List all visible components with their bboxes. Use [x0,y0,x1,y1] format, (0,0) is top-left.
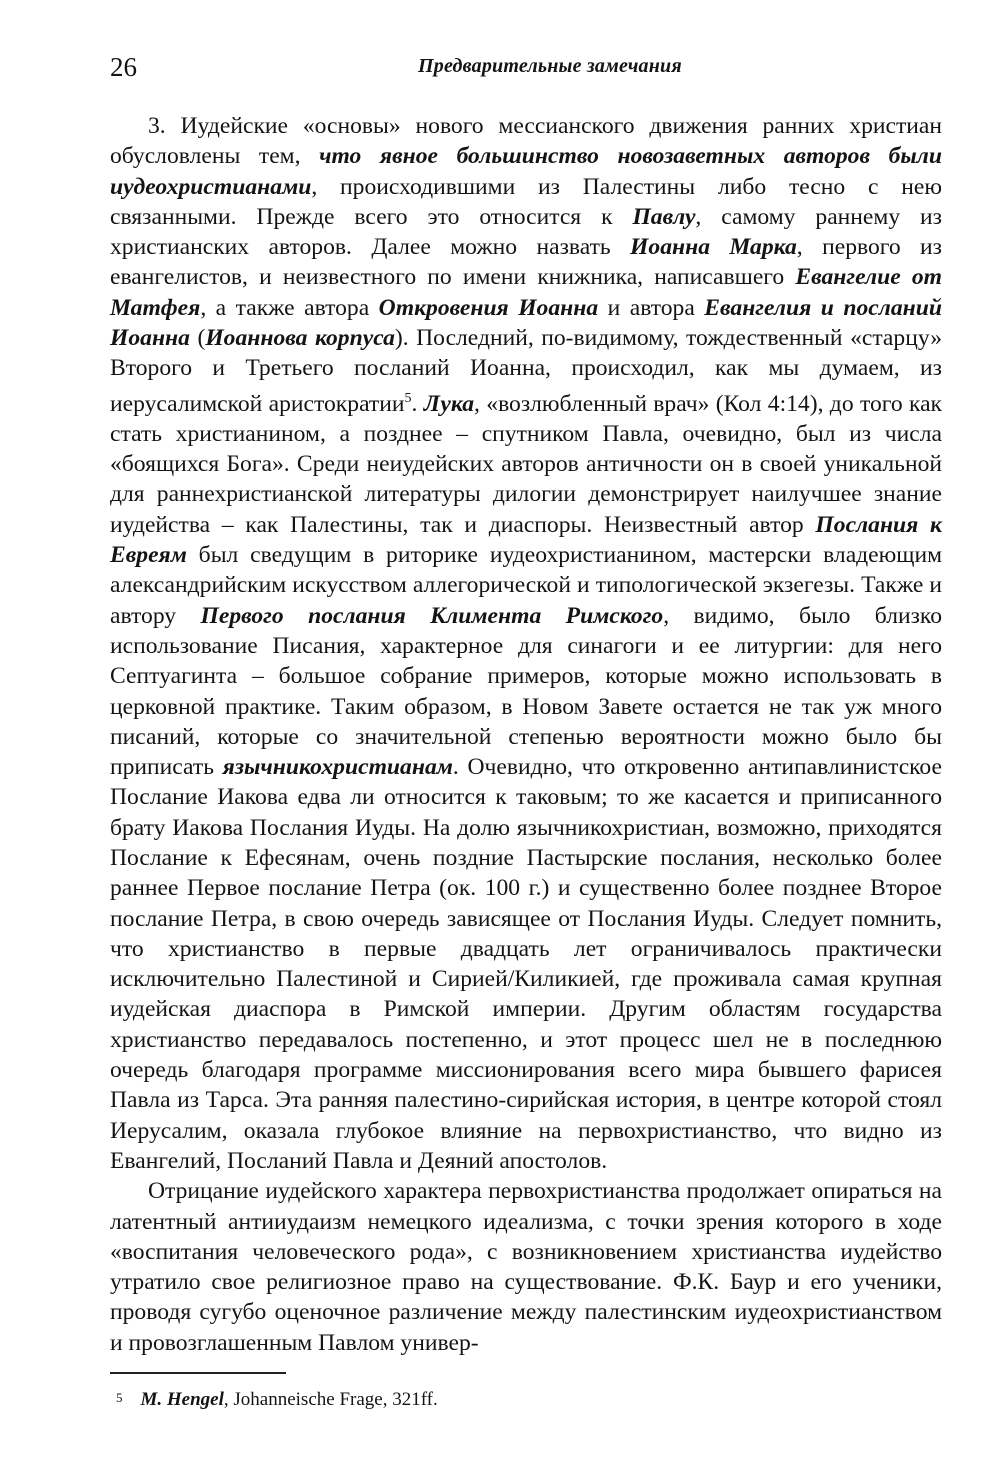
emphasis-text: Иоаннова корпуса [205,325,395,352]
text-segment: 3. Иудейские «основы» нового мессианского движения ранних христиан обусловлены тем, [110,113,942,170]
emphasis-text: Павлу [632,203,696,230]
text-segment: , самому раннему из христианских авторов. Далее можно назвать [110,203,942,261]
page-header [110,52,942,92]
footnote-author: M. Hengel [140,1389,224,1410]
emphasis-text: Евангелия и посланий Иоанна [110,294,942,352]
text-segment: , а также автора [200,294,379,321]
paragraph [110,111,942,1176]
emphasis-text: Лука [423,390,475,417]
text-segment: , первого из евангелистов, и неизвестного по имени книжника, написавшего [110,234,942,291]
page-number: 26 [110,52,137,82]
paragraph [110,1176,942,1358]
footnote-separator [110,1372,286,1374]
text-segment: был сведущим в риторике иудеохристианином, мастерски владеющим александрийским искусством аллегорической и типологической экзегезы. Также и автору [110,542,942,629]
text-segment: , происходившими из Палестины либо тесно с нею связанными. Прежде всего это относится к [110,173,942,230]
text-segment: . Очевидно, что откровенно антипавлинистское Послание Иакова едва ли относится к таковым; то же касается и приписанного брату Иакова Послания Иуды. На долю язычникохристиан, возможно, приходятся Послание к Ефесянам, очень поздние Пастырские послания, несколько более раннее Первое послание Петра (ок. 100 г.) и существенно более позднее Второе послание Петра, в свою очередь зависящее от Послания Иуды. Следует помнить, что христианство в первые двадцать лет ограничивалось практически исключительно Палестиной и Сирией/Киликией, где проживала самая крупная иудейская диаспора в Римской империи. Другим областям государства христианство передавалось постепенно, и этот процесс шел не в последнюю очередь благодаря программе миссионирования всего мира бывшего фарисея Павла из Тарса. Эта ранняя палестино-сирийская история, в центре которой стоял Иерусалим, оказала глубокое влияние на первохристианство, что видно из Евангелий, Посланий Павла и Деяний апостолов. [110,754,942,1174]
footnote-reference: , Johanneische Frage, 321ff. [223,1389,438,1410]
text-segment: ). Последний, по-видимому, тождественный «старцу» Второго и Третьего посланий Иоанна, происходил, как мы думаем, из иерусалимской аристократии [110,325,943,417]
text-segment: , видимо, было близко использование Писания, характерное для синагоги и ее литургии: для него Септуагинта – большое собрание примеров, которые можно использовать в церковной практике. Таким образом, в Новом Завете остается не так уж много писаний, которые со значительной степенью вероятности можно было бы приписать [110,602,942,781]
emphasis-text: Иоанна Марка [630,234,797,261]
emphasis-text: язычникохристианам [222,754,453,781]
emphasis-text: Послания к Евреям [110,511,942,569]
text-segment: и автора [598,294,705,321]
emphasis-text: Первого послания Климента Римского [200,602,664,629]
emphasis-text: Евангелие от Матфея [110,264,943,321]
text-segment: . [411,390,424,417]
emphasis-text: что явное большинство новозаветных авторов были иудеохристианами [110,143,942,200]
footnote-reference-marker: 5 [404,390,412,406]
body-text [110,111,942,1358]
text-segment: ( [189,325,206,352]
text-segment: Отрицание иудейского характера первохристианства продолжает опираться на латентный антииудаизм немецкого идеализма, с точки зрения которого в ходе «воспитания человеческого рода», с возникновением христианства иудейство утратило свое религиозное право на существование. Ф.К. Баур и его ученики, проводя сугубо оценочное различение между палестинским иудеохристианством и провозглашенным Павлом универ- [110,1178,942,1356]
text-segment: , «возлюбленный врач» (Кол 4:14), до того как стать христианином, а позднее – спутником Павла, очевидно, был из числа «боящихся Бога». Среди неиудейских авторов античности он в своей уникальной для раннехристианской литературы дилогии демонстрирует наилучшее знание иудейства – как Палестины, так и диаспоры. Неизвестный автор [110,390,943,538]
footnote [116,1388,936,1412]
emphasis-text: Откровения Иоанна [378,294,599,321]
running-head: Предварительные замечания [418,55,682,77]
footnote-marker: 5 [116,1390,123,1405]
